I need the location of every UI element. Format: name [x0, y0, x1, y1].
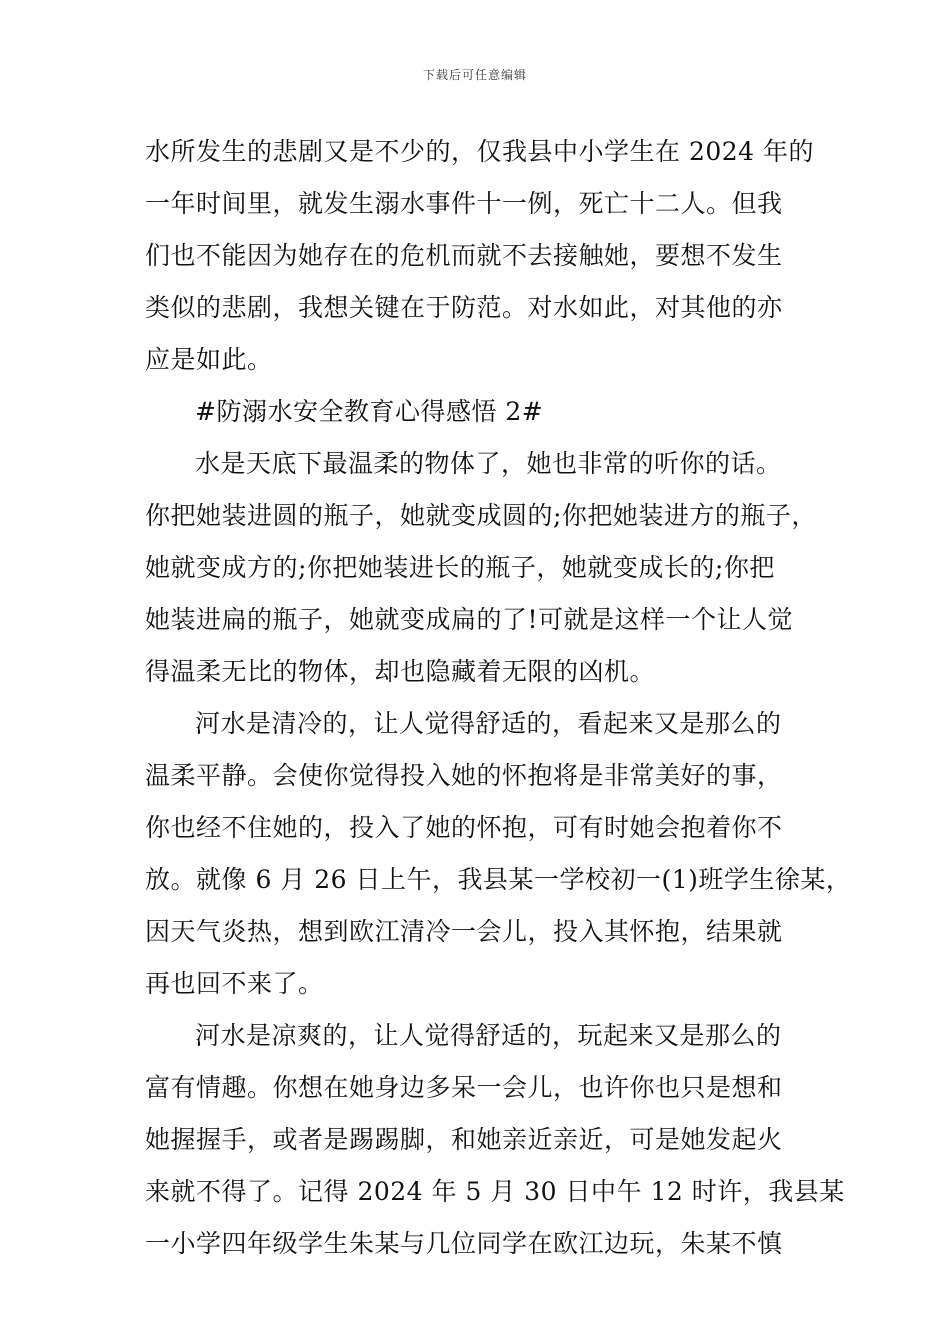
text-line: 再也回不来了。 — [145, 969, 324, 998]
text-line: 她装进扁的瓶子，她就变成扁的了!可就是这样一个让人觉 — [145, 605, 794, 634]
text-line: 她就变成方的;你把她装进长的瓶子，她就变成长的;你把 — [145, 553, 775, 582]
document-body — [145, 130, 852, 1274]
paragraph-start-line: 河水是凉爽的，让人觉得舒适的，玩起来又是那么的 — [195, 1021, 782, 1050]
text-line: 因天气炎热，想到欧江清冷一会儿，投入其怀抱，结果就 — [145, 917, 783, 946]
text-line: 来就不得了。记得 2024 年 5 月 30 日中午 12 时许，我县某 — [145, 1177, 845, 1206]
text-line: 一年时间里，就发生溺水事件十一例，死亡十二人。但我 — [145, 189, 783, 218]
text-line: 们也不能因为她存在的危机而就不去接触她，要想不发生 — [145, 241, 783, 270]
text-line: 得温柔无比的物体，却也隐藏着无限的凶机。 — [145, 657, 656, 686]
text-line: 一小学四年级学生朱某与几位同学在欧江边玩，朱某不慎 — [145, 1229, 783, 1258]
text-line: 温柔平静。会使你觉得投入她的怀抱将是非常美好的事， — [145, 761, 783, 790]
text-line: 你也经不住她的，投入了她的怀抱，可有时她会抱着你不 — [145, 813, 783, 842]
paragraph-start-line: 河水是清冷的，让人觉得舒适的，看起来又是那么的 — [195, 709, 782, 738]
page-header: 下载后可任意编辑 — [422, 68, 527, 82]
text-line: 富有情趣。你想在她身边多呆一会儿，也许你也只是想和 — [145, 1073, 783, 1102]
section-heading: #防溺水安全教育心得感悟 2# — [195, 397, 544, 426]
text-line: 她握握手，或者是踢踢脚，和她亲近亲近，可是她发起火 — [145, 1125, 783, 1154]
text-line: 放。就像 6 月 26 日上午，我县某一学校初一(1)班学生徐某， — [145, 865, 852, 894]
text-line: 应是如此。 — [145, 345, 273, 374]
text-line: 水所发生的悲剧又是不少的，仅我县中小学生在 2024 年的 — [145, 137, 815, 166]
paragraph-start-line: 水是天底下最温柔的物体了，她也非常的听你的话。 — [195, 449, 782, 478]
text-line: 你把她装进圆的瓶子，她就变成圆的;你把她装进方的瓶子， — [145, 501, 817, 530]
text-line: 类似的悲剧，我想关键在于防范。对水如此，对其他的亦 — [145, 293, 783, 322]
